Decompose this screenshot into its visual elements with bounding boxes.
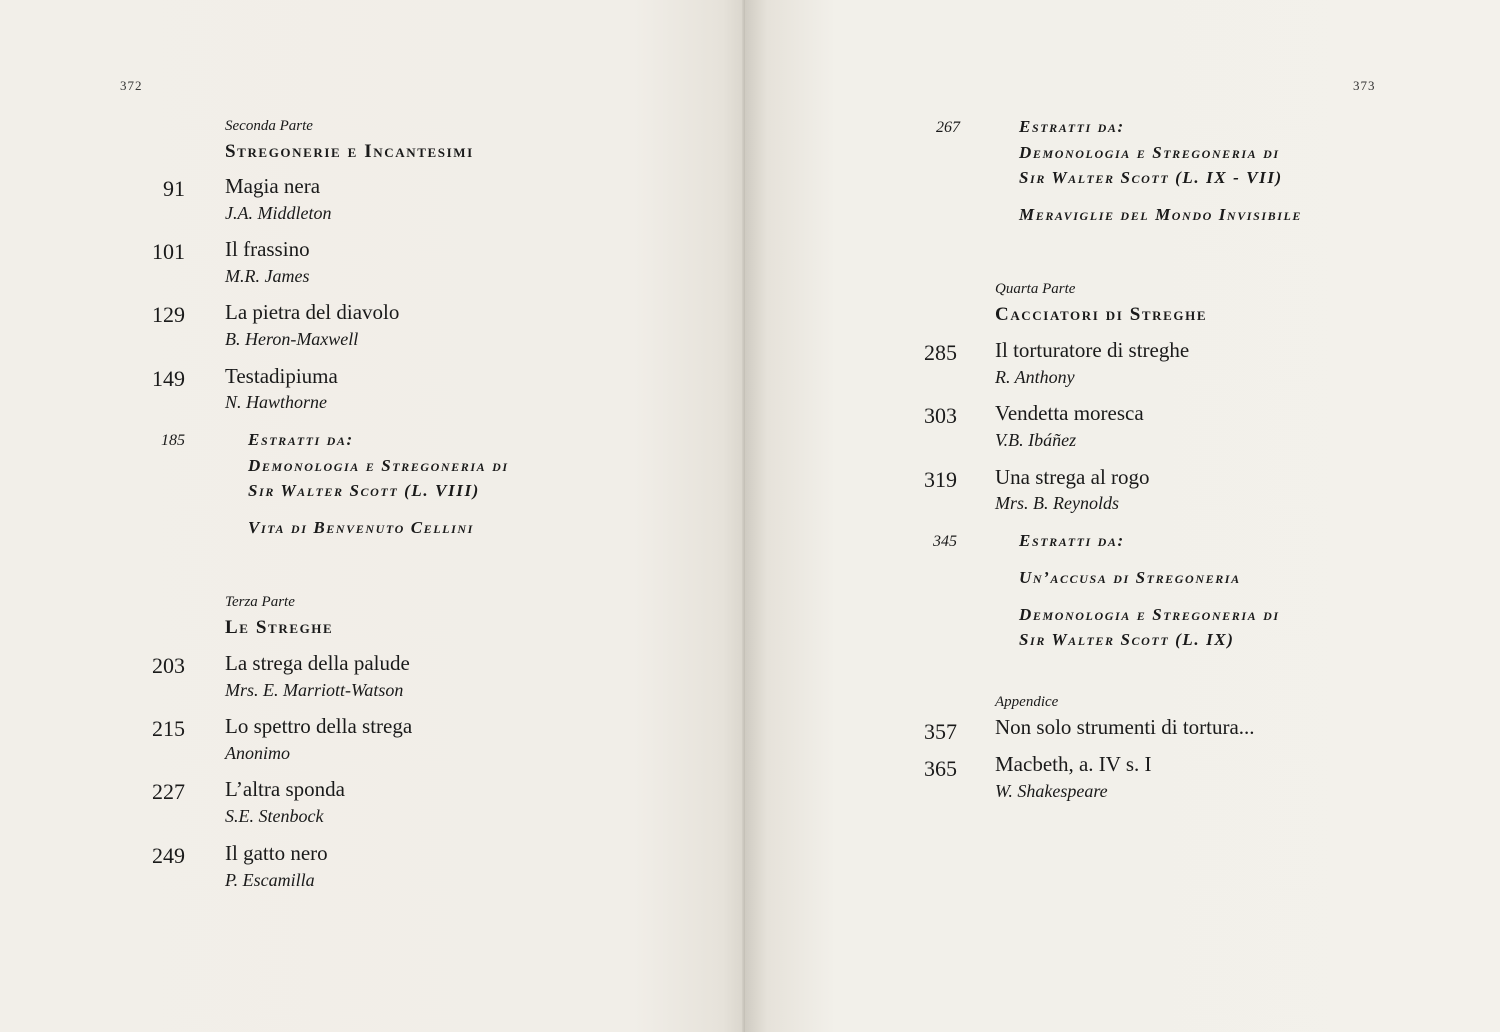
toc-page-number: 365 [924, 756, 957, 781]
toc-title: Lo spettro della strega [225, 714, 413, 738]
toc-page-number: 345 [933, 533, 957, 550]
extract-line: Sir Walter Scott (L. IX) [1019, 630, 1235, 649]
toc-page-number: 91 [163, 176, 185, 201]
toc-title: Non solo strumenti di tortura... [995, 715, 1255, 739]
toc-author: Mrs. B. Reynolds [995, 493, 1119, 513]
extract-heading: Estratti da: [248, 430, 354, 449]
toc-title: Vendetta moresca [995, 401, 1144, 425]
toc-author: N. Hawthorne [225, 392, 328, 412]
toc-author: J.A. Middleton [225, 203, 332, 223]
toc-page-number: 185 [161, 432, 185, 449]
toc-author: Mrs. E. Marriott-Watson [225, 680, 404, 700]
toc-author: V.B. Ibáñez [995, 430, 1077, 450]
toc-page-number: 357 [924, 719, 957, 744]
part-label: Seconda Parte [225, 118, 313, 134]
toc-title: La strega della palude [225, 651, 410, 675]
toc-page-number: 285 [924, 340, 957, 365]
toc-page-number: 227 [152, 779, 185, 804]
part-heading: Le Streghe [225, 617, 334, 638]
toc-author: B. Heron-Maxwell [225, 329, 359, 349]
toc-page-number: 215 [152, 716, 185, 741]
extract-line: Demonologia e Stregoneria di [1019, 605, 1280, 624]
toc-author: P. Escamilla [225, 870, 315, 890]
extract-line: Demonologia e Stregoneria di [1019, 143, 1280, 162]
toc-title: Una strega al rogo [995, 465, 1150, 489]
toc-page-number: 303 [924, 403, 957, 428]
extract-line: Un’accusa di Stregoneria [1019, 568, 1241, 587]
extract-line: Sir Walter Scott (L. IX - VII) [1019, 168, 1283, 187]
extract-line: Vita di Benvenuto Cellini [248, 518, 474, 537]
page-number-left: 372 [120, 78, 143, 93]
toc-title: Il torturatore di streghe [995, 338, 1190, 362]
toc-page-number: 249 [152, 843, 185, 868]
toc-title: Macbeth, a. IV s. I [995, 752, 1152, 776]
toc-page-number: 129 [152, 302, 185, 327]
toc-title: Il gatto nero [225, 841, 328, 865]
toc-author: S.E. Stenbock [225, 806, 324, 826]
extract-line: Meraviglie del Mondo Invisibile [1019, 205, 1303, 224]
toc-author: Anonimo [225, 743, 290, 763]
part-label: Appendice [995, 694, 1059, 710]
toc-title: L’altra sponda [225, 777, 345, 801]
extract-heading: Estratti da: [1019, 531, 1125, 550]
toc-page-number: 319 [924, 467, 957, 492]
left-page [0, 0, 745, 1032]
toc-author: M.R. James [225, 266, 310, 286]
part-label: Quarta Parte [995, 281, 1076, 297]
extract-line: Sir Walter Scott (L. VIII) [248, 481, 480, 500]
toc-title: Il frassino [225, 237, 310, 261]
extract-line: Demonologia e Stregoneria di [248, 456, 509, 475]
right-page [745, 0, 1500, 1032]
toc-title: Magia nera [225, 174, 321, 198]
toc-page-number: 203 [152, 653, 185, 678]
toc-author: R. Anthony [995, 367, 1075, 387]
toc-page-number: 267 [936, 119, 960, 136]
toc-author: W. Shakespeare [995, 781, 1108, 801]
toc-page-number: 101 [152, 239, 185, 264]
part-heading: Cacciatori di Streghe [995, 304, 1208, 325]
part-heading: Stregonerie e Incantesimi [225, 141, 474, 162]
toc-title: La pietra del diavolo [225, 300, 400, 324]
extract-heading: Estratti da: [1019, 117, 1125, 136]
page-number-right: 373 [1353, 78, 1376, 93]
part-label: Terza Parte [225, 594, 295, 610]
toc-page-number: 149 [152, 366, 185, 391]
toc-title: Testadipiuma [225, 364, 338, 388]
